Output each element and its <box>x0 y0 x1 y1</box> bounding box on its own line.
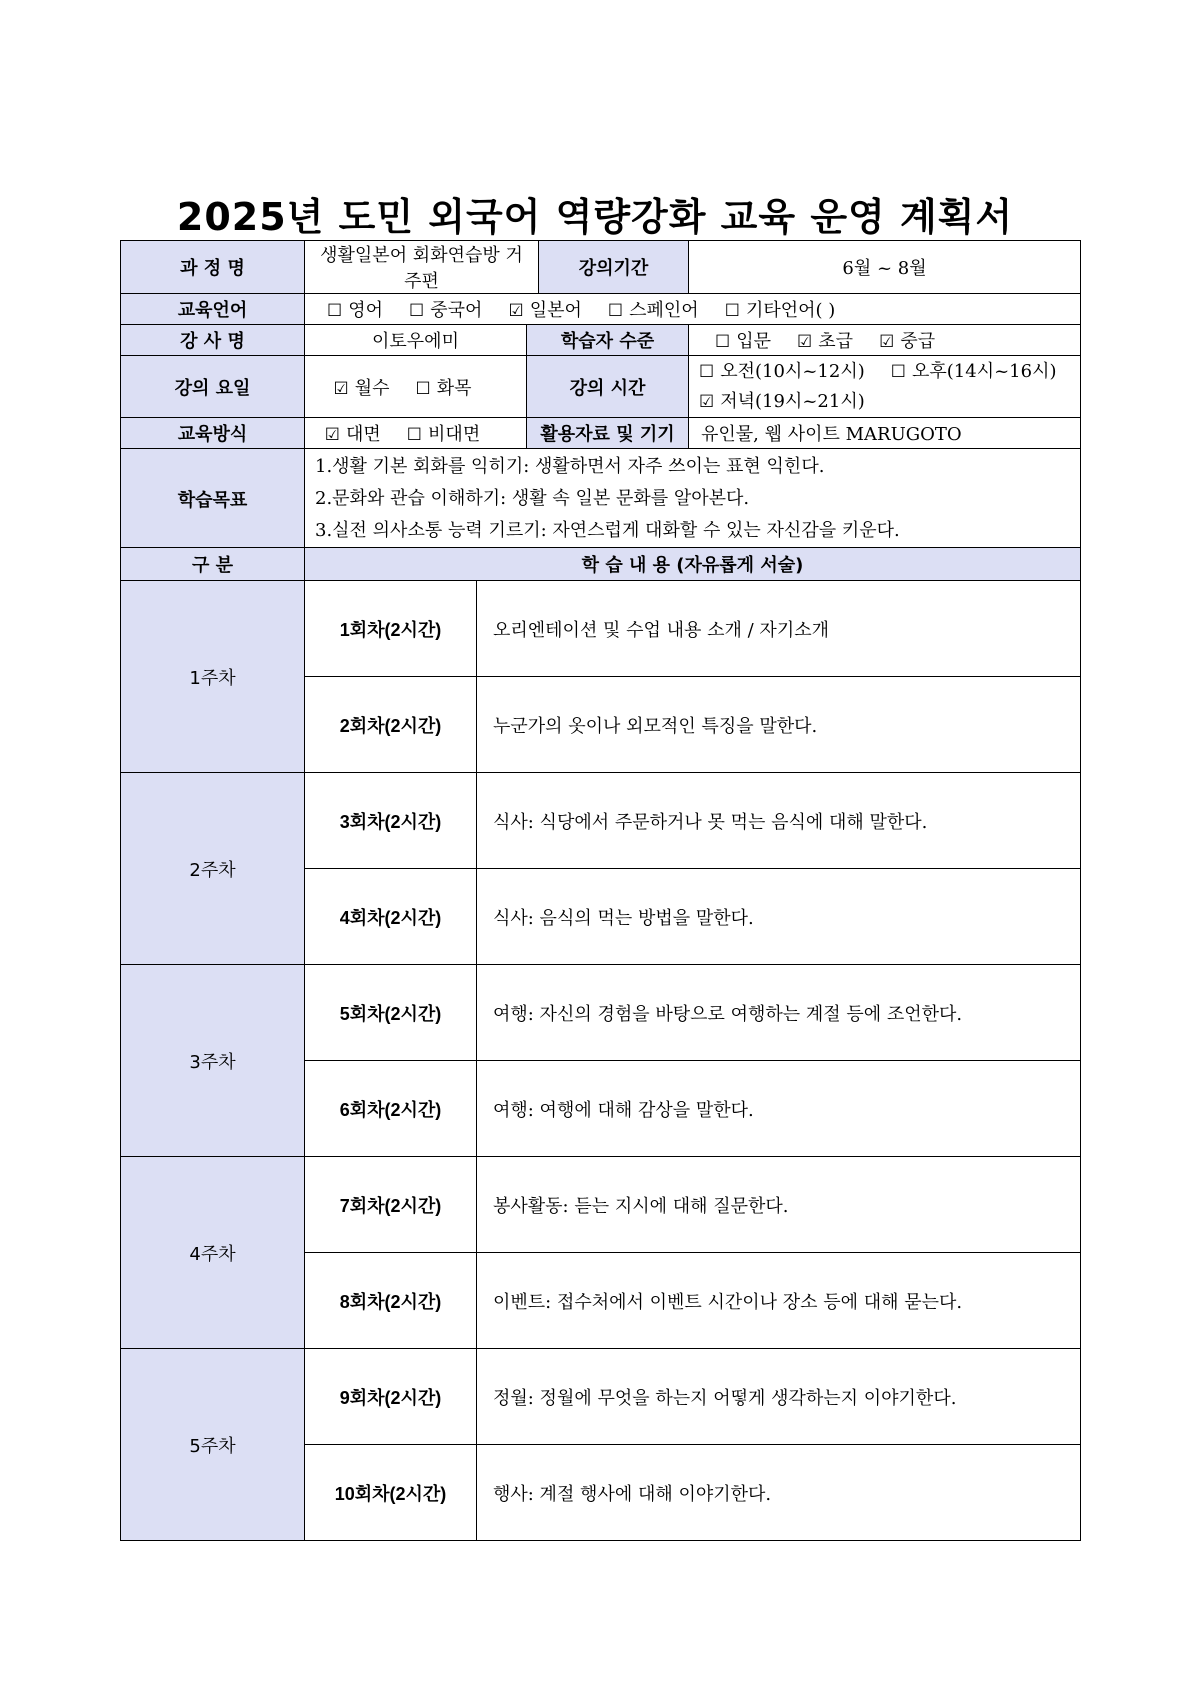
session-label: 5회차(2시간) <box>305 965 477 1061</box>
time-label: 강의 시간 <box>527 356 689 418</box>
language-options <box>305 294 1081 325</box>
session-label: 6회차(2시간) <box>305 1061 477 1157</box>
language-option-label: 영어 <box>348 300 384 321</box>
unchecked-box-icon[interactable]: ☐ <box>406 425 423 445</box>
level-options <box>689 325 1081 356</box>
schedule-row <box>121 581 1081 677</box>
time-options <box>689 356 1081 418</box>
session-label: 9회차(2시간) <box>305 1349 477 1445</box>
checked-box-icon[interactable]: ☑ <box>699 391 715 412</box>
level-option-label: 중급 <box>900 331 936 352</box>
period-label: 강의기간 <box>539 241 689 294</box>
session-label: 10회차(2시간) <box>305 1445 477 1541</box>
method-label: 교육방식 <box>121 418 305 449</box>
session-content: 식사: 음식의 먹는 방법을 말한다. <box>477 869 1081 965</box>
schedule-row <box>121 773 1081 869</box>
days-options <box>305 356 527 418</box>
session-label: 3회차(2시간) <box>305 773 477 869</box>
time-option-label: 오전(10시~12시) <box>720 360 865 382</box>
session-content: 여행: 여행에 대해 감상을 말한다. <box>477 1061 1081 1157</box>
language-option[interactable] <box>508 296 581 322</box>
time-option[interactable] <box>699 357 865 387</box>
course-label: 과 정 명 <box>121 241 305 294</box>
goal-item: 2.문화와 관습 이해하기: 생활 속 일본 문화를 알아본다. <box>315 487 750 509</box>
language-option[interactable] <box>608 296 699 322</box>
language-option-label: 일본어 <box>529 300 582 321</box>
unchecked-box-icon[interactable]: ☐ <box>715 332 731 352</box>
header-division: 구 분 <box>121 548 305 581</box>
info-table <box>120 240 1081 549</box>
goals-list <box>305 449 1081 549</box>
time-option-label: 저녁(19시~21시) <box>720 390 865 412</box>
checked-box-icon[interactable]: ☑ <box>324 425 341 445</box>
schedule-row <box>121 965 1081 1061</box>
method-option[interactable] <box>325 420 381 446</box>
week-label: 5주차 <box>121 1349 305 1541</box>
period-value: 6월 ~ 8월 <box>689 241 1081 294</box>
unchecked-box-icon[interactable]: ☐ <box>890 361 906 382</box>
checked-box-icon[interactable]: ☑ <box>797 332 813 352</box>
time-option[interactable] <box>891 357 1057 387</box>
day-option[interactable] <box>416 374 472 400</box>
session-content: 식사: 식당에서 주문하거나 못 먹는 음식에 대해 말한다. <box>477 773 1081 869</box>
level-option[interactable] <box>879 327 935 353</box>
day-option-label: 월수 <box>354 377 390 399</box>
course-value: 생활일본어 회화연습방 거주편 <box>305 241 539 294</box>
unchecked-box-icon[interactable]: ☐ <box>327 301 343 321</box>
level-option[interactable] <box>797 327 853 353</box>
week-label: 2주차 <box>121 773 305 965</box>
session-content: 정월: 정월에 무엇을 하는지 어떻게 생각하는지 이야기한다. <box>477 1349 1081 1445</box>
instructor-label: 강 사 명 <box>121 325 305 356</box>
unchecked-box-icon[interactable]: ☐ <box>699 361 715 382</box>
language-option-label: 기타언어( ) <box>745 300 836 321</box>
unchecked-box-icon[interactable]: ☐ <box>415 378 431 399</box>
language-option-label: 스페인어 <box>629 300 699 321</box>
method-options <box>305 418 527 449</box>
unchecked-box-icon[interactable]: ☐ <box>409 301 425 321</box>
session-content: 봉사활동: 듣는 지시에 대해 질문한다. <box>477 1157 1081 1253</box>
session-label: 8회차(2시간) <box>305 1253 477 1349</box>
week-label: 3주차 <box>121 965 305 1157</box>
session-label: 7회차(2시간) <box>305 1157 477 1253</box>
schedule-table <box>120 547 1081 1541</box>
language-label: 교육언어 <box>121 294 305 325</box>
header-content: 학 습 내 용 (자유롭게 서술) <box>305 548 1081 581</box>
checked-box-icon[interactable]: ☑ <box>333 378 349 399</box>
instructor-value: 이토우에미 <box>305 325 527 356</box>
session-label: 2회차(2시간) <box>305 677 477 773</box>
language-option[interactable] <box>725 296 836 322</box>
day-option[interactable] <box>333 374 389 400</box>
method-option-label: 비대면 <box>428 424 481 445</box>
goal-item: 1.생활 기본 회화를 익히기: 생활하면서 자주 쓰이는 표현 익힌다. <box>315 455 825 477</box>
schedule-row <box>121 1349 1081 1445</box>
session-content: 오리엔테이션 및 수업 내용 소개 / 자기소개 <box>477 581 1081 677</box>
level-option-label: 입문 <box>736 331 772 352</box>
schedule-row <box>121 1157 1081 1253</box>
checked-box-icon[interactable]: ☑ <box>508 301 524 321</box>
session-label: 4회차(2시간) <box>305 869 477 965</box>
page-title: 2025년 도민 외국어 역량강화 교육 운영 계획서 <box>176 195 1014 239</box>
level-option[interactable] <box>715 327 771 353</box>
session-content: 여행: 자신의 경험을 바탕으로 여행하는 계절 등에 조언한다. <box>477 965 1081 1061</box>
method-option-label: 대면 <box>346 424 381 445</box>
week-label: 4주차 <box>121 1157 305 1349</box>
time-option-label: 오후(14시~16시) <box>912 360 1057 382</box>
days-label: 강의 요일 <box>121 356 305 418</box>
level-label: 학습자 수준 <box>527 325 689 356</box>
method-option[interactable] <box>407 420 480 446</box>
unchecked-box-icon[interactable]: ☐ <box>724 301 740 321</box>
week-label: 1주차 <box>121 581 305 773</box>
goals-label: 학습목표 <box>121 449 305 549</box>
language-option-label: 중국어 <box>430 300 483 321</box>
goal-item: 3.실전 의사소통 능력 기르기: 자연스럽게 대화할 수 있는 자신감을 키운다. <box>315 519 900 541</box>
unchecked-box-icon[interactable]: ☐ <box>607 301 624 321</box>
language-option[interactable] <box>327 296 383 322</box>
materials-value: 유인물, 웹 사이트 MARUGOTO <box>689 418 1081 449</box>
language-option[interactable] <box>409 296 482 322</box>
session-content: 누군가의 옷이나 외모적인 특징을 말한다. <box>477 677 1081 773</box>
session-content: 이벤트: 접수처에서 이벤트 시간이나 장소 등에 대해 묻는다. <box>477 1253 1081 1349</box>
level-option-label: 초급 <box>818 331 854 352</box>
time-option[interactable] <box>699 387 865 417</box>
session-label: 1회차(2시간) <box>305 581 477 677</box>
day-option-label: 화목 <box>436 377 472 399</box>
materials-label: 활용자료 및 기기 <box>527 418 689 449</box>
checked-box-icon[interactable]: ☑ <box>879 332 895 352</box>
session-content: 행사: 계절 행사에 대해 이야기한다. <box>477 1445 1081 1541</box>
